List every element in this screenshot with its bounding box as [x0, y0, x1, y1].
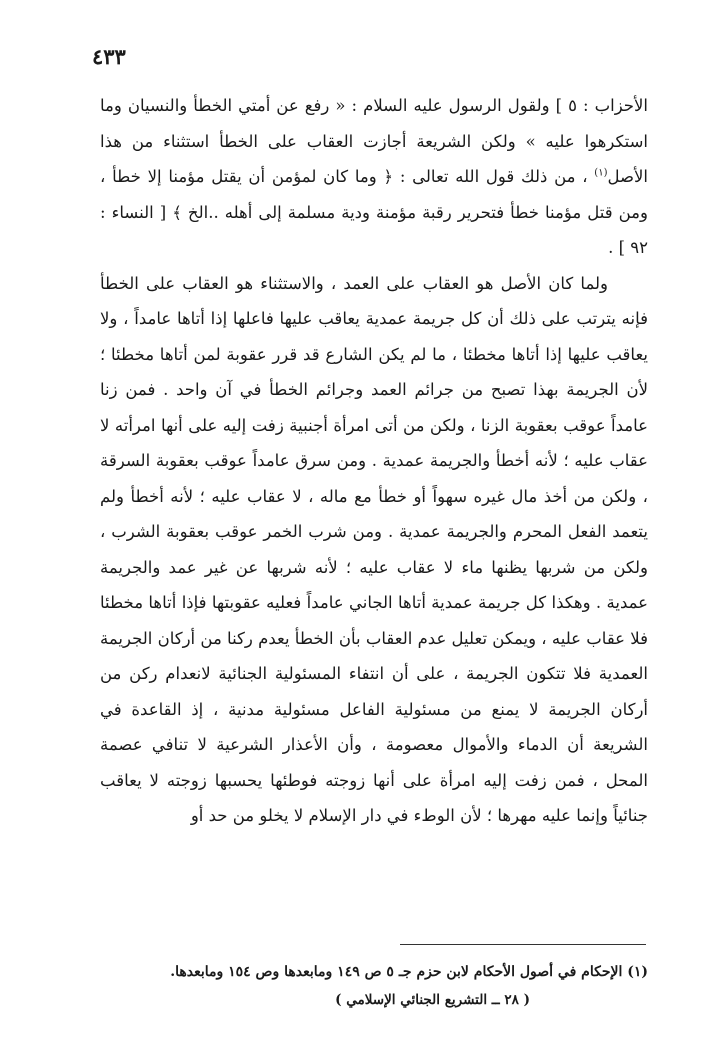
footnote-1: (١) الإحكام في أصول الأحكام لابن حزم جـ ٥ ص ١٤٩ ومابعدها وص ١٥٤ ومابعدها. [170, 964, 648, 980]
paragraph-2: ولما كان الأصل هو العقاب على العمد ، والاستثناء هو العقاب على الخطأ فإنه يترتب على ذلك أن كل جريمة عمدية يعاقب عليها فاعلها إذا أتاها عامداً ، ولا يعاقب عليها إذا أتاها مخطئا ، ما لم يكن الشارع قد قرر عقوبة لمن أتاها مخطئا ؛ لأن الجريمة بهذا تصبح من جرائم العمد وجرائم الخطأ في آن واحد . فمن زنا عامداً عوقب بعقوبة الزنا ، ولكن من أتى امرأة أجنبية زفت إليه على أنها امرأته لا عقاب عليه ؛ لأنه أخطأ والجريمة عمدية . ومن سرق عامداً عوقب بعقوبة السرقة ، ولكن من أخذ مال غيره سهواً أو خطأ مع ماله ، لا عقاب عليه ؛ لأنه أخطأ ولم يتعمد الفعل المحرم والجريمة عمدية . ومن شرب الخمر عوقب بعقوبة الشرب ، ولكن من شربها يظنها ماء لا عقاب عليه ؛ لأنه شربها عن غير عمد والجريمة عمدية . وهكذا كل جريمة عمدية أتاها الجاني عامداً فعليه عقوبتها فإذا أتاها مخطئا فلا عقاب عليه ، ويمكن تعليل عدم العقاب بأن الخطأ يعدم ركنا من أركان الجريمة العمدية فلا تتكون الجريمة ، على أن انتفاء المسئولية الجنائية لانعدام ركن من أركان الجريمة لا يمنع من مسئولية الفاعل مسئولية مدنية ، إذ القاعدة في الشريعة أن الدماء والأموال معصومة ، وأن الأعذار الشرعية لا تنافي عصمة المحل ، فمن زفت إليه امرأة على أنها زوجته فوطئها يحسبها زوجته لا يعاقب جنائياً وإنما عليه مهرها ؛ لأن الوطء في دار الإسلام لا يخلو من حد أو [100, 273, 648, 825]
page-number: ٤٣٣ [92, 44, 126, 69]
running-footer: ( ٢٨ ــ التشريع الجنائي الإسلامي ) [335, 992, 530, 1008]
footnote-reference: (١) [594, 167, 608, 179]
footnote-divider [400, 944, 646, 945]
paragraph-1 [100, 88, 648, 266]
paragraph-1-part-a: الأحزاب : ٥ ] ولقول الرسول عليه السلام : « رفع عن أمتي الخطأ والنسيان وما استكرهوا عليه » ولكن الشريعة أجازت العقاب على الخطأ استثناء من هذا الأصل [100, 96, 648, 186]
paragraph-1-part-b: ، من ذلك قول الله تعالى : ﴿ وما كان لمؤمن أن يقتل مؤمنا إلا خطأ ، ومن قتل مؤمنا خطأ فتحرير رقبة مؤمنة ودية مسلمة إلى أهله ..الخ ﴾ [ النساء : ٩٢ ] . [100, 167, 648, 257]
body-text [100, 88, 648, 834]
